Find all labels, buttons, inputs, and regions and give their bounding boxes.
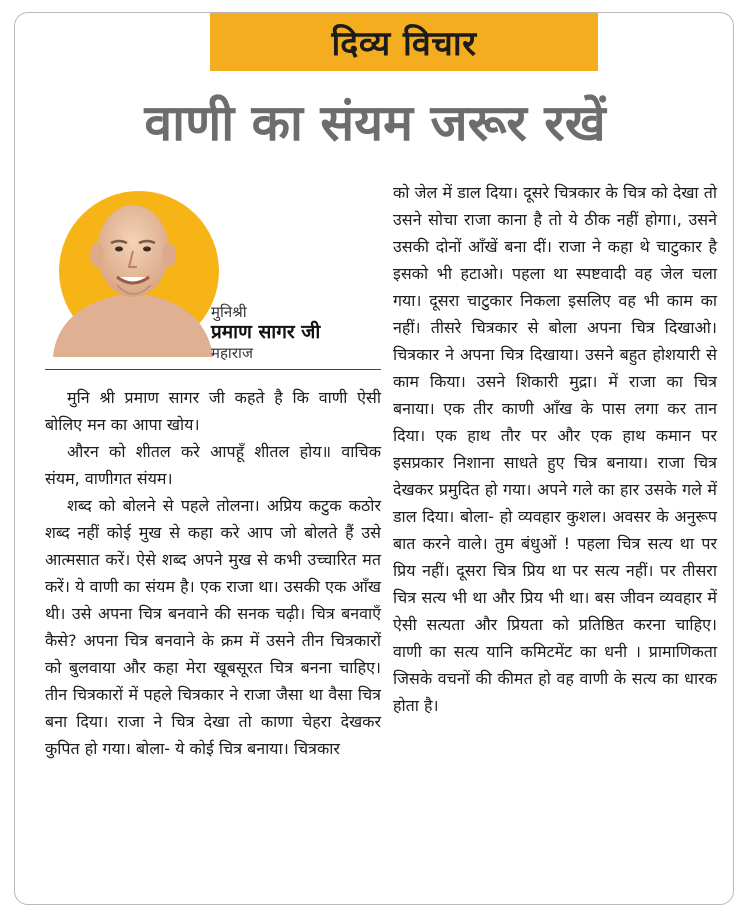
author-name: प्रमाण सागर जी	[211, 321, 321, 343]
right-text-column	[393, 179, 717, 719]
author-suffix: महाराज	[211, 343, 253, 362]
paragraph: मुनि श्री प्रमाण सागर जी कहते है कि वाणी ऐसी बोलिए मन का आपा खोय।	[45, 388, 381, 434]
section-banner-label: दिव्य विचार	[331, 24, 477, 64]
left-text-column	[45, 384, 381, 762]
paragraph: शब्द को बोलने से पहले तोलना। अप्रिय कटुक कठोर शब्द नहीं कोई मुख से कहा करे आप जो बोलते हैं उसे आत्मसात करें। ऐसे शब्द अपने मुख से कभी उच्चारित मत करें। ये वाणी का संयम है। एक राजा था। उसकी एक आँख थी। उसे अपना चित्र बनवाने की सनक चढ़ी। चित्र बनवाएँ कैसे? अपना चित्र बनवाने के क्रम में उसने तीन चित्रकारों को बुलवाया और कहा मेरा खूबसूरत चित्र बनना चाहिए। तीन चित्रकारों में पहले चित्रकार ने राजा जैसा था वैसा चित्र बना दिया। राजा ने चित्र देखा तो काणा चेहरा देखकर कुपित हो गया। बोला- ये कोई चित्र बनाया। चित्रकार	[45, 496, 381, 758]
author-byline	[211, 303, 320, 362]
monk-portrait-icon	[47, 185, 219, 357]
column-divider	[45, 369, 381, 370]
headline: वाणी का संयम जरूर रखें	[144, 94, 606, 152]
author-prefix: मुनिश्री	[211, 303, 247, 321]
paragraph: औरन को शीतल करे आपहूँ शीतल होय॥ वाचिक संयम, वाणीगत संयम।	[45, 442, 381, 488]
section-banner	[210, 13, 598, 71]
article-frame	[14, 12, 734, 905]
paragraph: को जेल में डाल दिया। दूसरे चित्रकार के चित्र को देखा तो उसने सोचा राजा काना है तो ये ठीक नहीं होगा।, उसने उसकी दोनों आँखें बना दीं। राजा ने कहा थे चाटुकार है इसको भी हटाओ। पहला था स्पष्टवादी वह जेल चला गया। दूसरा चाटुकार निकला इसलिए वह भी काम का नहीं। तीसरे चित्रकार से बोला अपना चित्र दिखाओ। चित्रकार ने अपना चित्र दिखाया। उसने बहुत होशयारी से काम किया। उसने शिकारी मुद्रा। में राजा का चित्र बनाया। एक तीर काणी आँख के पास लगा कर तान दिया। एक हाथ तौर पर और एक हाथ कमान पर इसप्रकार निशाना साधते हुए चित्र बनाया। राजा चित्र देखकर प्रमुदित हो गया। अपने गले का हार उसके गले में डाल दिया। बोला- हो व्यवहार कुशल। अवसर के अनुरूप बात करने वाले। तुम बंधुओं ! पहला चित्र सत्य था पर प्रिय नहीं। दूसरा चित्र प्रिय था पर सत्य नहीं। पर तीसरा चित्र सत्य भी था और प्रिय भी था। बस जीवन व्यवहार में ऐसी सत्यता और प्रियता को प्रतिष्ठित करना चाहिए। वाणी का सत्य यानि कमिटमेंट का धनी । प्रामाणिकता जिसके वचनों की कीमत हो वह वाणी के सत्य का धारक होता है।	[393, 183, 717, 715]
